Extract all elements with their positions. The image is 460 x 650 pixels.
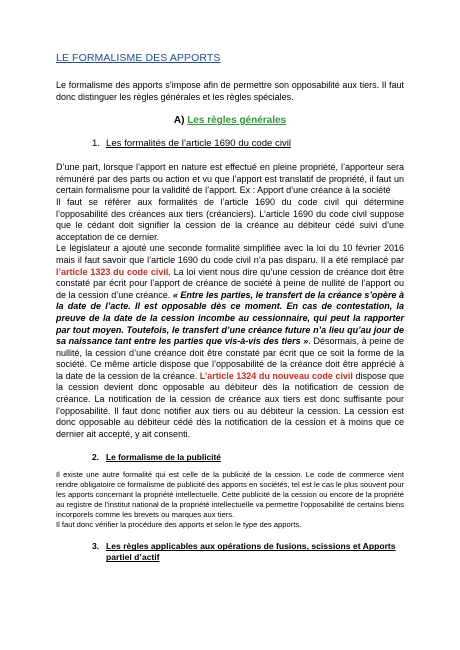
- section-2-body: [56, 470, 404, 530]
- article-1323-reference: l’article 1323 du code civil: [56, 266, 169, 277]
- heading-1: [92, 138, 404, 149]
- intro-paragraph: Le formalisme des apports s’impose afin de permettre son opposabilité aux tiers. Il faut donc distinguer les règles générales et les règles spéciales.: [56, 80, 404, 102]
- article-1324-reference: L’article 1324 du nouveau code civil: [199, 370, 353, 381]
- paragraph-2: Il faut se référer aux formalités de l’article 1690 du code civil qui détermine l’opposabilité des créances aux tiers (créanciers). L’article 1690 du code civil suppose que le cédant doit signifier la cession de la créance au débiteur cédé suivi d’une acceptation de ce dernier.: [56, 196, 404, 242]
- paragraph-3-part-4: dispose que la cession devient donc opposable au débiteur dès la notification de cession de créance. La notification de la cession de créance aux tiers est donc suffisante pour l’opposabilité. Il faut donc notifier aux tiers ou au débiteur la cession. La cession est donc opposable au débiteur cédé dès la notification de la cession et à moins que ce dernier ait accepté, y ait consenti.: [56, 370, 404, 439]
- page-title: LE FORMALISME DES APPORTS: [56, 52, 221, 64]
- heading-3-text: Les règles applicables aux opérations de fusions, scissions et Apports partiel d’actif: [106, 541, 396, 563]
- heading-2-number: 2.: [92, 452, 99, 463]
- heading-2-text: Le formalisme de la publicité: [106, 452, 221, 463]
- paragraph-3-part-1: Le législateur a ajouté une seconde formalité simplifiée avec la loi du 10 février 2016 mais il faut savoir que l’article 1690 du code civil n’a pas disparu. Il a été remplacé par: [56, 243, 404, 265]
- article-quote: « Entre les parties, le transfert de la créance s’opère à la date de l’acte. Il est opposable dès ce moment. En cas de contestation, la preuve de la date de la cession incombe au cessionnaire, qui peut la rapporter par tout moyen. Toutefois, le transfert d’une créance future n’a lieu qu’au jour de sa naissance tant entre les parties que vis-à-vis des tiers »: [56, 289, 404, 347]
- paragraph-1: D’une part, lorsque l’apport en nature est effectué en pleine propriété, l’apporteur sera rémunéré par des parts ou action et vu que l’apport est translatif de propriété, il faut un certain formalisme pour la validité de l’apport. Ex : Apport d’une créance à la société: [56, 162, 404, 196]
- paragraph-3-part-2: . La loi vient nous dire qu’une cession de créance doit être constaté par écrit pour l’apport de créance de société à peine de nullité de l’apport ou de la cession d’une créance.: [56, 266, 404, 300]
- section-a-heading: [56, 115, 404, 126]
- paragraph-5: Il faut donc vérifier la procédure des apports et selon le type des apports.: [56, 520, 302, 530]
- heading-3: [92, 541, 404, 563]
- paragraph-3-part-3: . Désormais, à peine de nullité, la cession d’une créance doit être constaté par écrit que ce soit la forme de la société. Ce même article dispose que l’opposabilité de la créance doit être apprécié à la date de la cession de la créance.: [56, 336, 404, 381]
- heading-2: [92, 452, 404, 462]
- heading-1-text: Les formalités de l’article 1690 du code civil: [106, 138, 292, 150]
- heading-1-number: 1.: [92, 138, 101, 150]
- paragraph-3: [56, 243, 404, 440]
- paragraph-4: Il existe une autre formalité qui est celle de la publicité de la cession. Le code de commerce vient rendre obligatoire ce formalisme de publicité des apports en sociétés, tel est le cas le plus souvent pour les apports concernant la propriété intellectuelle. Cette publicité de la cession ou encore de la propriété au registre de l’institut national de la propriété intellectuelle va permettre l’opposabilité de certains biens incorporels comme les brevets ou marques aux tiers.: [56, 470, 404, 520]
- section-a-letter: A): [173, 115, 185, 127]
- heading-3-number: 3.: [92, 541, 100, 552]
- section-a-label: Les règles générales: [187, 115, 287, 127]
